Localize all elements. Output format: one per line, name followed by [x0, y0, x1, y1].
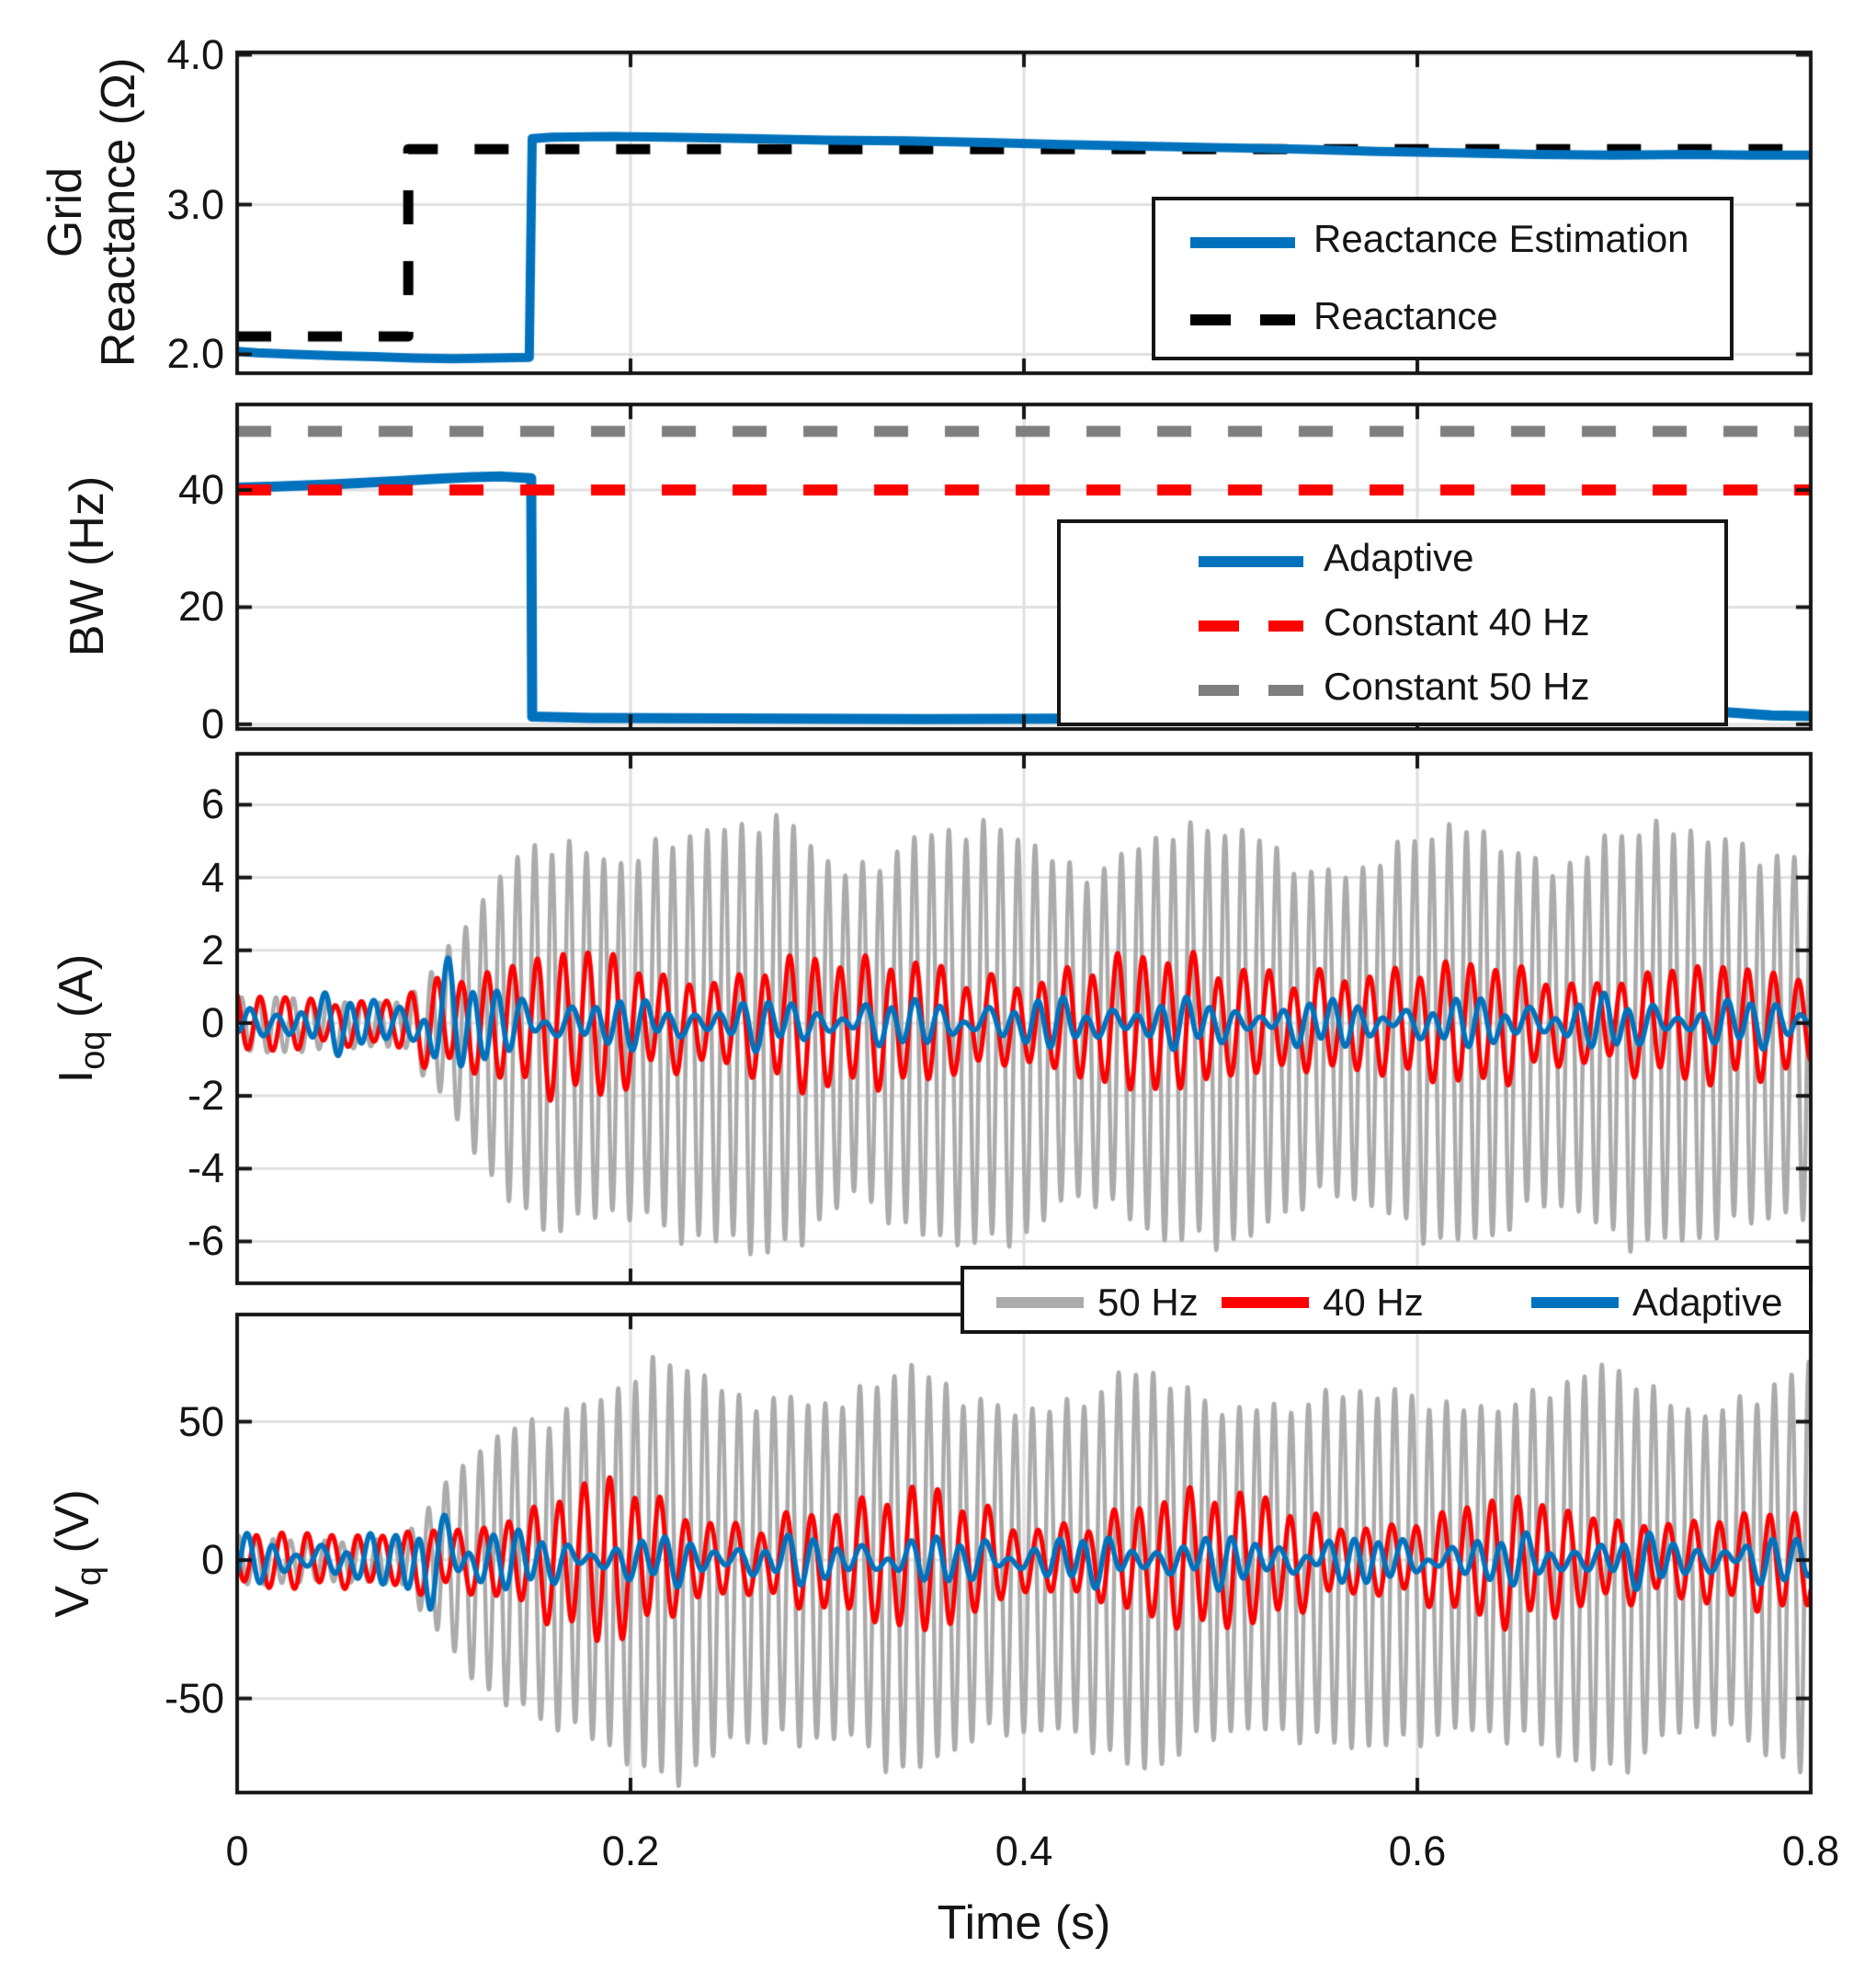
legend-label-50hz: 50 Hz — [1097, 1281, 1199, 1324]
y-tick-label: 3.0 — [166, 180, 224, 228]
legend-label-constant-40hz: Constant 40 Hz — [1324, 600, 1590, 643]
y-axis-label-main: V — [46, 1586, 99, 1618]
legend-line-40hz — [1222, 1297, 1309, 1308]
y-tick-label: 40 — [177, 466, 224, 514]
y-tick-label: 20 — [177, 583, 224, 631]
y-axis-label-units: (V) — [46, 1489, 99, 1566]
y-tick-label: 2 — [200, 926, 224, 973]
x-tick-label: 0.8 — [1781, 1827, 1840, 1874]
x-tick-label: 0.2 — [601, 1827, 660, 1874]
y-tick-label: -50 — [164, 1674, 224, 1722]
y-tick-label: 50 — [177, 1397, 224, 1445]
y-tick-label: 0 — [200, 998, 224, 1046]
legend-bw — [1057, 519, 1728, 726]
x-tick-label: 0.4 — [995, 1827, 1053, 1874]
y-tick-label: 4 — [200, 853, 224, 901]
legend-line-constant-40hz — [1199, 620, 1303, 632]
y-tick-label: 2.0 — [166, 330, 224, 378]
legend-grid-reactance — [1152, 197, 1734, 360]
y-tick-label: 4.0 — [166, 30, 224, 78]
y-axis-label-main: I — [50, 1069, 103, 1084]
y-tick-label: 0 — [200, 700, 224, 747]
legend-waveforms — [961, 1266, 1813, 1334]
legend-label-40hz: 40 Hz — [1323, 1281, 1424, 1324]
legend-line-adaptive-wave — [1531, 1297, 1619, 1308]
y-axis-label-subscript: q — [70, 1565, 108, 1587]
legend-line-adaptive — [1199, 556, 1303, 567]
y-tick-label: -6 — [187, 1217, 224, 1265]
legend-line-constant-50hz — [1199, 685, 1303, 696]
legend-line-50hz — [996, 1297, 1084, 1308]
legend-line-reactance-estimation — [1190, 237, 1295, 248]
y-axis-label-units: (A) — [50, 953, 103, 1031]
y-tick-label: 0 — [200, 1536, 224, 1584]
legend-label-reactance: Reactance — [1313, 294, 1498, 337]
x-tick-label: 0.6 — [1388, 1827, 1447, 1874]
legend-line-reactance — [1190, 314, 1295, 325]
x-tick-label: 0 — [225, 1827, 249, 1874]
legend-label-constant-50hz: Constant 50 Hz — [1324, 665, 1590, 708]
y-tick-label: -2 — [187, 1072, 224, 1120]
legend-label-reactance-estimation: Reactance Estimation — [1313, 217, 1689, 260]
legend-label-adaptive-wave: Adaptive — [1632, 1281, 1783, 1324]
y-tick-label: 6 — [200, 780, 224, 828]
y-axis-label-subscript: oq — [74, 1030, 112, 1070]
y-axis-label-text: BW (Hz) — [61, 475, 114, 657]
x-axis-label: Time (s) — [937, 1896, 1111, 1950]
legend-label-adaptive: Adaptive — [1324, 536, 1474, 579]
y-axis-label-line2: Reactance (Ω) — [92, 57, 145, 368]
y-tick-label: -4 — [187, 1144, 224, 1192]
y-axis-label-line1: Grid — [39, 166, 92, 258]
